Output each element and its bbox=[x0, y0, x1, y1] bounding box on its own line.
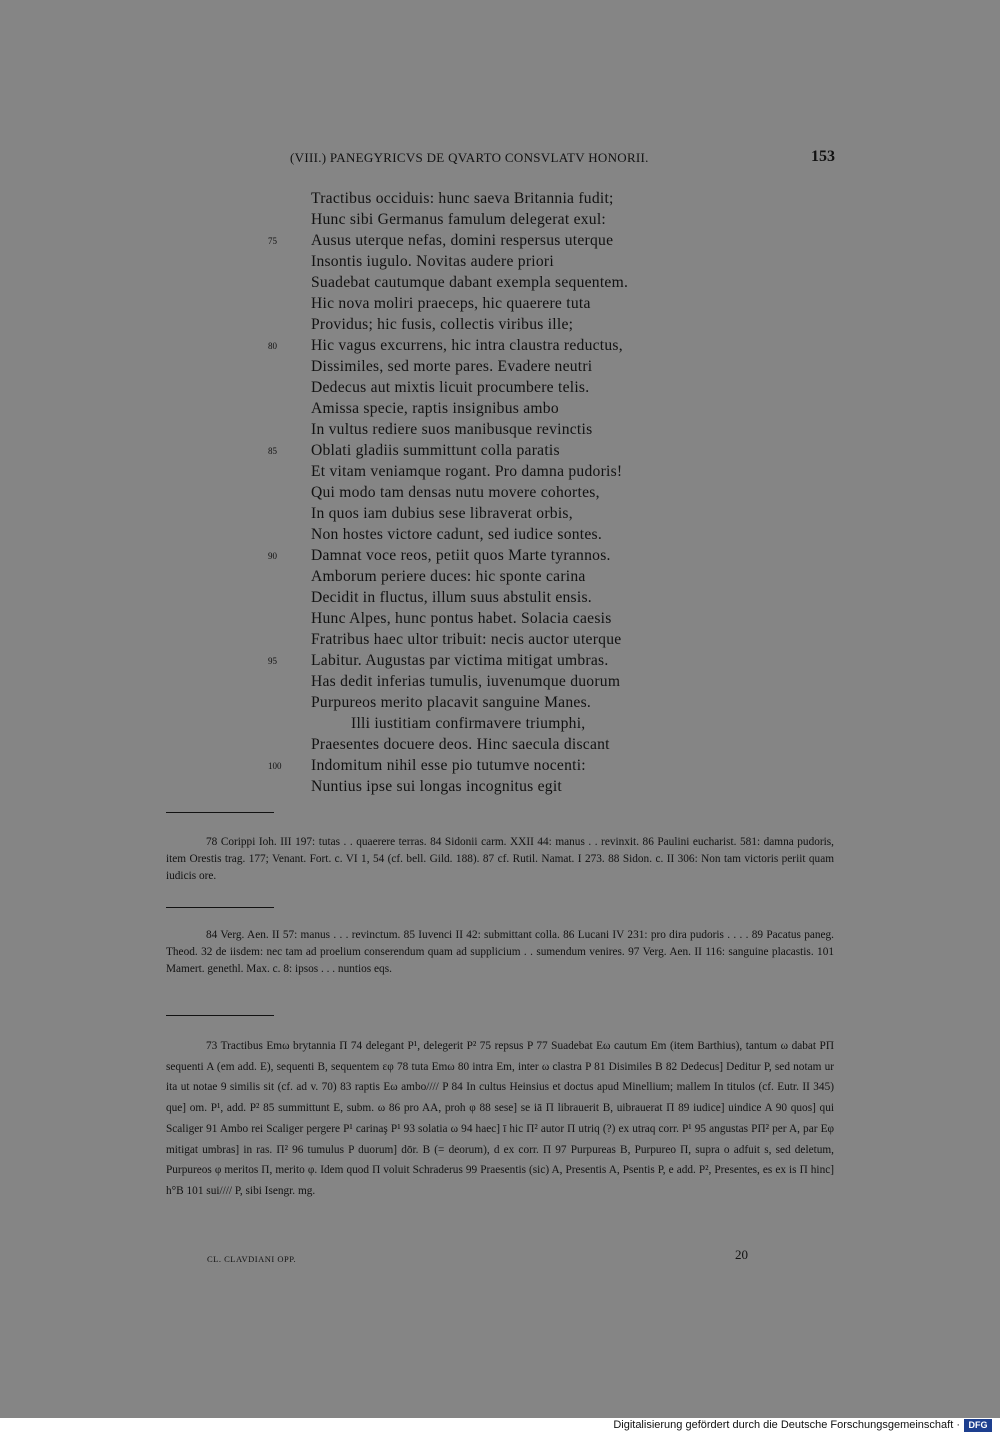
verse-line bbox=[0, 482, 1000, 503]
verse-text: Oblati gladiis summittunt colla paratis bbox=[311, 442, 560, 459]
verse-line bbox=[0, 713, 1000, 734]
line-number: 75 bbox=[268, 236, 277, 246]
verse-text: Hic vagus excurrens, hic intra claustra reductus, bbox=[311, 337, 623, 354]
verse-line bbox=[0, 419, 1000, 440]
verse-text: Purpureos merito placavit sanguine Manes. bbox=[311, 694, 592, 711]
verse-text: Has dedit inferias tumulis, iuvenumque duorum bbox=[311, 673, 621, 690]
verse-text: Hic nova moliri praeceps, hic quaerere tuta bbox=[311, 295, 591, 312]
verse-line bbox=[0, 671, 1000, 692]
verse-line bbox=[0, 566, 1000, 587]
verse-line bbox=[0, 293, 1000, 314]
verse-block bbox=[0, 188, 1000, 797]
verse-text: Insontis iugulo. Novitas audere priori bbox=[311, 253, 554, 270]
verse-text: Hunc Alpes, hunc pontus habet. Solacia caesis bbox=[311, 610, 612, 627]
verse-text: Suadebat cautumque dabant exempla sequentem. bbox=[311, 274, 629, 291]
verse-text: Non hostes victore cadunt, sed iudice sontes. bbox=[311, 526, 603, 543]
verse-text: Illi iustitiam confirmavere triumphi, bbox=[351, 715, 586, 732]
verse-line bbox=[0, 545, 1000, 566]
testimonia-text: 78 Corippi Ioh. III 197: tutas . . quaerere terras. 84 Sidonii carm. XXII 44: manus . . revinxit. 86 Paulini eucharist. 581: damna pudoris, item Orestis trag. 177; Venant. Fort. c. VI 1, 54 (cf. bell. Gild. 188). 87 cf. Rutil. Namat. I 273. 88 Sidon. c. II 306: Non tam victoris periit quam iudicis ore. bbox=[166, 836, 834, 882]
verse-line bbox=[0, 230, 1000, 251]
running-title: (VIII.) PANEGYRICVS DE QVARTO CONSVLATV HONORII. bbox=[290, 150, 649, 165]
verse-text: Fratribus haec ultor tribuit: necis auctor uterque bbox=[311, 631, 622, 648]
verse-line bbox=[0, 734, 1000, 755]
page-header bbox=[290, 150, 835, 170]
verse-text: Et vitam veniamque rogant. Pro damna pudoris! bbox=[311, 463, 623, 480]
verse-line bbox=[0, 755, 1000, 776]
similia-notes bbox=[166, 927, 834, 978]
verse-text: Amissa specie, raptis insignibus ambo bbox=[311, 400, 559, 417]
verse-line bbox=[0, 272, 1000, 293]
funding-credit: Digitalisierung gefördert durch die Deutsche Forschungsgemeinschaft · bbox=[613, 1419, 960, 1431]
verse-text: Damnat voce reos, petiit quos Marte tyrannos. bbox=[311, 547, 611, 564]
signature-number: 20 bbox=[735, 1247, 748, 1262]
verse-line bbox=[0, 188, 1000, 209]
critical-apparatus bbox=[166, 1036, 834, 1202]
apparatus-divider bbox=[166, 1015, 274, 1016]
verse-text: Qui modo tam densas nutu movere cohortes, bbox=[311, 484, 600, 501]
digitization-footer bbox=[0, 1418, 1000, 1434]
verse-line bbox=[0, 440, 1000, 461]
verse-line bbox=[0, 356, 1000, 377]
footnote-divider bbox=[166, 812, 274, 813]
verse-text: Praesentes docuere deos. Hinc saecula discant bbox=[311, 736, 610, 753]
verse-text: In vultus rediere suos manibusque revinctis bbox=[311, 421, 593, 438]
line-number: 100 bbox=[268, 761, 282, 771]
line-number: 85 bbox=[268, 446, 277, 456]
verse-text: Labitur. Augustas par victima mitigat umbras. bbox=[311, 652, 609, 669]
verse-text: Decidit in fluctus, illum suus abstulit ensis. bbox=[311, 589, 592, 606]
verse-text: Nuntius ipse sui longas incognitus egit bbox=[311, 778, 563, 795]
verse-line bbox=[0, 377, 1000, 398]
similia-text: 84 Verg. Aen. II 57: manus . . . revinctum. 85 Iuvenci II 42: submittant colla. 86 Lucani IV 231: pro dira pudoris . . . . 89 Pacatus paneg. Theod. 32 de iisdem: nec tam ad proelium conserendum quam ad supplicium . . sumendum venires. 97 Verg. Aen. II 116: sanguine placastis. 101 Mamert. genethl. Max. c. 8: ipsos . . . nuntios eqs. bbox=[166, 929, 834, 975]
page-number: 153 bbox=[811, 148, 835, 165]
verse-line bbox=[0, 650, 1000, 671]
apparatus-text: 73 Tractibus Emω brytannia Π 74 delegant P¹, delegerit P² 75 repsus P 77 Suadebat Eω cautum Em (item Barthius), tantum ω dabat PΠ sequenti A (em add. E), sequenti B, sequentem εφ 78 tuta Emω 80 intra Em, inter ω clastra P 81 Disimiles B 82 Dedecus] Deditur P, sed notam ur ita ut notae 9 similis sit (cf. ad v. 70) 83 raptis Eω ambo//// P 84 In cultus Heinsius et doctus apud Minellium; mallem In titulos (cf. Eutr. II 345) que] om. P¹, add. P² 85 summittunt E, subm. ω 86 pro AA, proh φ 88 sese] se iā Π librauerit B, uibrauerat Π 89 iudice] uindice A 90 quos] qui Scaliger 91 Ambo rei Scaliger pergere P¹ carinaş P¹ 93 solatia ω 94 haec] ī hic Π² autor Π utriq (?) ex utraq corr. P¹ 95 angustas PΠ² per A, par Eφ mitigat umbras] in ras. Π² 96 tumulus P duorum] dōr. B (= deorum), d ex corr. Π 97 Purpureas B, Purpureo Π, supra o adfuit s, sed deletum, Purpureos φ meritos Π, merito φ. Idem quod Π voluit Schraderus 99 Praesentis (sic) A, Presentis A, Psentis P, e add. P², Presentes, es ex is Π hinc] h°B 101 sui//// P, sibi Isengr. mg. bbox=[166, 1040, 834, 1197]
line-number: 95 bbox=[268, 656, 277, 666]
verse-text: Ausus uterque nefas, domini respersus uterque bbox=[311, 232, 614, 249]
verse-text: In quos iam dubius sese libraverat orbis, bbox=[311, 505, 573, 522]
verse-text: Indomitum nihil esse pio tutumve nocenti: bbox=[311, 757, 586, 774]
verse-line bbox=[0, 398, 1000, 419]
verse-text: Hunc sibi Germanus famulum delegerat exul: bbox=[311, 211, 607, 228]
line-number: 90 bbox=[268, 551, 277, 561]
verse-line bbox=[0, 608, 1000, 629]
verse-line bbox=[0, 314, 1000, 335]
verse-text: Tractibus occiduis: hunc saeva Britannia fudit; bbox=[311, 190, 614, 207]
line-number: 80 bbox=[268, 341, 277, 351]
dfg-logo-icon: DFG bbox=[964, 1419, 992, 1432]
verse-line bbox=[0, 461, 1000, 482]
verse-line bbox=[0, 524, 1000, 545]
verse-text: Amborum periere duces: hic sponte carina bbox=[311, 568, 586, 585]
verse-line bbox=[0, 587, 1000, 608]
signature-line: CL. CLAVDIANI OPP. bbox=[207, 1254, 297, 1264]
verse-line bbox=[0, 692, 1000, 713]
testimonia-notes bbox=[166, 834, 834, 885]
verse-text: Dissimiles, sed morte pares. Evadere neutri bbox=[311, 358, 593, 375]
verse-text: Providus; hic fusis, collectis viribus ille; bbox=[311, 316, 574, 333]
verse-line bbox=[0, 629, 1000, 650]
verse-text: Dedecus aut mixtis licuit procumbere telis. bbox=[311, 379, 590, 396]
verse-line bbox=[0, 503, 1000, 524]
footnote-divider bbox=[166, 907, 274, 908]
verse-line bbox=[0, 335, 1000, 356]
verse-line bbox=[0, 776, 1000, 797]
verse-line bbox=[0, 251, 1000, 272]
verse-line bbox=[0, 209, 1000, 230]
